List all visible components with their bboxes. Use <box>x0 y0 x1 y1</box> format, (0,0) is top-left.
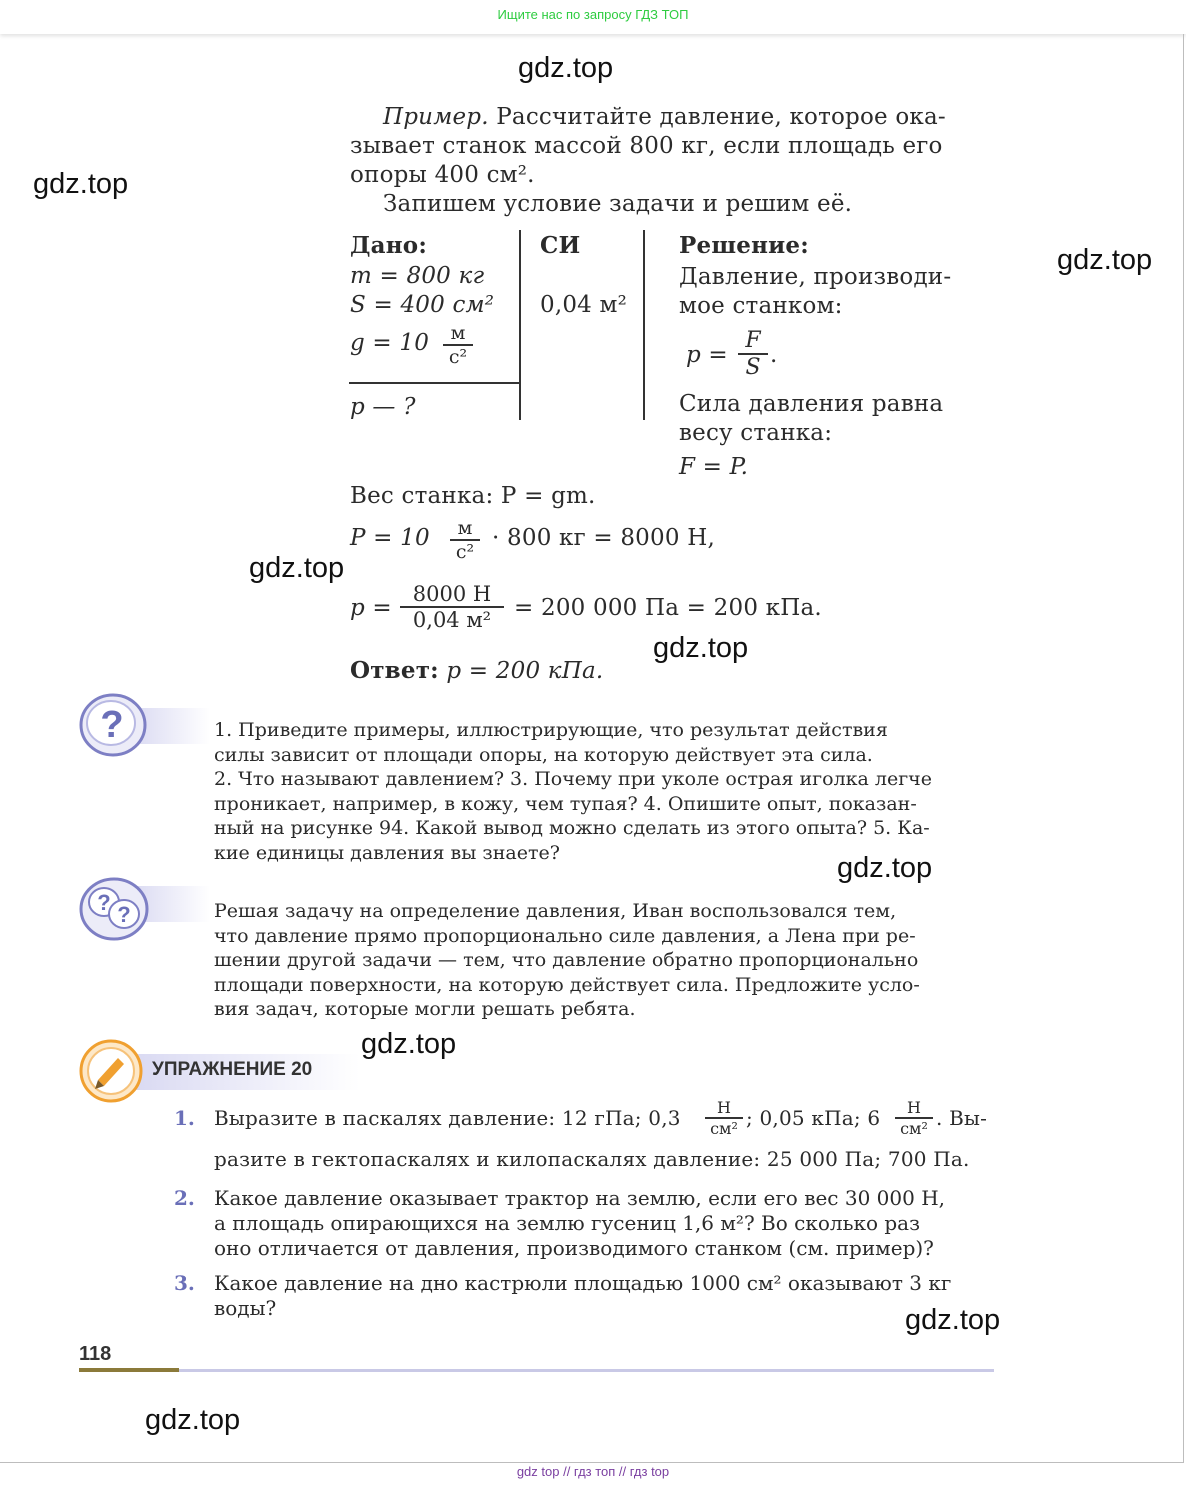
calc-press-rest: = 200 000 Па = 200 кПа. <box>514 595 822 621</box>
fraction-numerator: F <box>738 328 768 355</box>
fraction-denominator: 0,04 м² <box>412 608 492 632</box>
watermark: gdz.top <box>361 1028 457 1060</box>
solution-formula-prefix: p = <box>686 342 728 368</box>
svg-text:?: ? <box>97 890 111 915</box>
solution-formula-suffix: . <box>770 342 778 368</box>
watermark: gdz.top <box>905 1304 1001 1336</box>
watermark: gdz.top <box>1057 244 1153 276</box>
fraction-numerator: Н <box>895 1098 933 1119</box>
example-line-4: Запишем условие задачи и решим её. <box>383 191 853 217</box>
svg-text:?: ? <box>100 704 124 746</box>
exercise-1-line-2: разите в гектопаскалях и килопаскалях давление: 25 000 Па; 700 Па. <box>214 1147 970 1171</box>
exercise-3-text <box>214 1271 994 1321</box>
given-mass: m = 800 кг <box>350 263 485 289</box>
discussion-line: шении другой задачи — тем, что давление обратно пропорционально <box>214 949 919 971</box>
example-line-1: Пример. Рассчитайте давление, которое ока- <box>383 104 946 130</box>
exercise-2-text <box>214 1186 994 1261</box>
exercise-line: воды? <box>214 1296 277 1320</box>
question-line: проникает, например, в кожу, чем тупая? 4. Опишите опыт, показан- <box>214 792 917 815</box>
banner-text: Ищите нас по запросу ГДЗ ТОП <box>497 7 689 22</box>
fraction-denominator: с² <box>455 541 475 563</box>
calc-weight: Вес станка: P = gm. <box>350 483 596 509</box>
given-g: g = 10 <box>350 330 430 356</box>
discussion-line: площади поверхности, на которую действует сила. Предложите усло- <box>214 973 920 996</box>
page-number: 118 <box>79 1343 112 1365</box>
given-g-fraction <box>443 322 473 368</box>
question-line: ный на рисунке 94. Какой вывод можно сделать из этого опыта? 5. Ка- <box>214 817 930 839</box>
fraction-numerator: Н <box>705 1098 743 1119</box>
given-divider <box>349 382 519 384</box>
question-icon <box>78 692 148 758</box>
watermark: gdz.top <box>653 632 749 664</box>
fraction-numerator: м <box>443 322 473 346</box>
calc-answer: Ответ: p = 200 кПа. <box>350 657 604 684</box>
solution-line-5: F = P. <box>679 454 749 480</box>
exercise-line: а площадь опирающихся на землю гусениц 1,6 м²? Во сколько раз <box>214 1211 920 1235</box>
pencil-icon <box>78 1038 144 1104</box>
exercise-line: Какое давление на дно кастрюли площадью 1000 см² оказывают 3 кг <box>214 1271 952 1295</box>
given-find: p — ? <box>350 394 416 420</box>
discussion-line: Решая задачу на определение давления, Иван воспользовался тем, <box>214 900 897 922</box>
discussion-icon <box>78 876 150 942</box>
si-value: 0,04 м² <box>540 292 628 318</box>
exercise-line: Какое давление оказывает трактор на землю, если его вес 30 000 Н, <box>214 1186 945 1210</box>
watermark: gdz.top <box>33 168 129 200</box>
exercise-number: 1. <box>174 1106 195 1130</box>
discussion-line: вия задач, которые могли решать ребята. <box>214 998 636 1020</box>
example-line-2: зывает станок массой 800 кг, если площадь его <box>350 133 943 159</box>
exercise-1-fraction-2 <box>895 1098 933 1138</box>
fraction-numerator: м <box>450 517 480 541</box>
discussion-text <box>214 899 994 1022</box>
question-line: 2. Что называют давлением? 3. Почему при уколе острая иголка легче <box>214 768 932 790</box>
exercise-1-line-1c: . Вы- <box>936 1106 988 1130</box>
exercise-1-line-1b: ; 0,05 кПа; 6 <box>746 1106 881 1130</box>
top-banner <box>0 0 1186 34</box>
page-bar-accent <box>79 1368 179 1372</box>
watermark: gdz.top <box>837 852 933 884</box>
question-line: силы зависит от площади опоры, на которую действует эта сила. <box>214 743 873 766</box>
exercise-number: 2. <box>174 1186 195 1210</box>
fraction-denominator: с² <box>448 346 468 368</box>
si-header: СИ <box>540 232 581 259</box>
solution-formula-fraction <box>738 328 768 380</box>
question-line: кие единицы давления вы знаете? <box>214 841 560 864</box>
watermark: gdz.top <box>249 552 345 584</box>
solution-line-2: мое станком: <box>679 293 843 319</box>
table-divider <box>519 230 521 420</box>
exercise-number: 3. <box>174 1271 195 1295</box>
fraction-denominator: S <box>745 355 761 380</box>
solution-header: Решение: <box>679 232 809 259</box>
exercise-1-line-1a: Выразите в паскалях давление: 12 гПа; 0,3 <box>214 1106 681 1130</box>
fraction-numerator: 8000 Н <box>400 582 504 608</box>
discussion-line: что давление прямо пропорционально силе давления, а Лена при ре- <box>214 924 916 947</box>
calc-press-prefix: p = <box>350 595 392 621</box>
questions-text <box>214 718 994 865</box>
table-divider <box>643 230 645 420</box>
solution-line-1: Давление, производи- <box>679 264 952 290</box>
exercise-title: УПРАЖНЕНИЕ 20 <box>152 1059 313 1080</box>
given-area: S = 400 см² <box>350 292 495 318</box>
watermark: gdz.top <box>145 1404 241 1436</box>
solution-line-4: весу станка: <box>679 420 833 446</box>
page-bar <box>179 1369 994 1372</box>
calc-p-rest: · 800 кг = 8000 Н, <box>492 525 715 551</box>
example-line-3: опоры 400 см². <box>350 162 535 188</box>
exercise-line: оно отличается от давления, производимого станком (см. пример)? <box>214 1236 934 1260</box>
calc-press-fraction <box>400 582 504 632</box>
footer-links[interactable]: gdz top // гдз топ // гдз top <box>516 1464 670 1479</box>
fraction-denominator: см² <box>710 1119 738 1138</box>
given-header: Дано: <box>350 232 428 259</box>
svg-text:?: ? <box>117 902 131 927</box>
solution-line-3: Сила давления равна <box>679 391 944 417</box>
question-line: 1. Приведите примеры, иллюстрирующие, что результат действия <box>214 719 888 741</box>
calc-p-prefix: P = 10 <box>350 525 430 551</box>
calc-p-fraction <box>450 517 480 563</box>
watermark: gdz.top <box>518 52 614 84</box>
exercise-1-fraction-1 <box>705 1098 743 1138</box>
fraction-denominator: см² <box>900 1119 928 1138</box>
